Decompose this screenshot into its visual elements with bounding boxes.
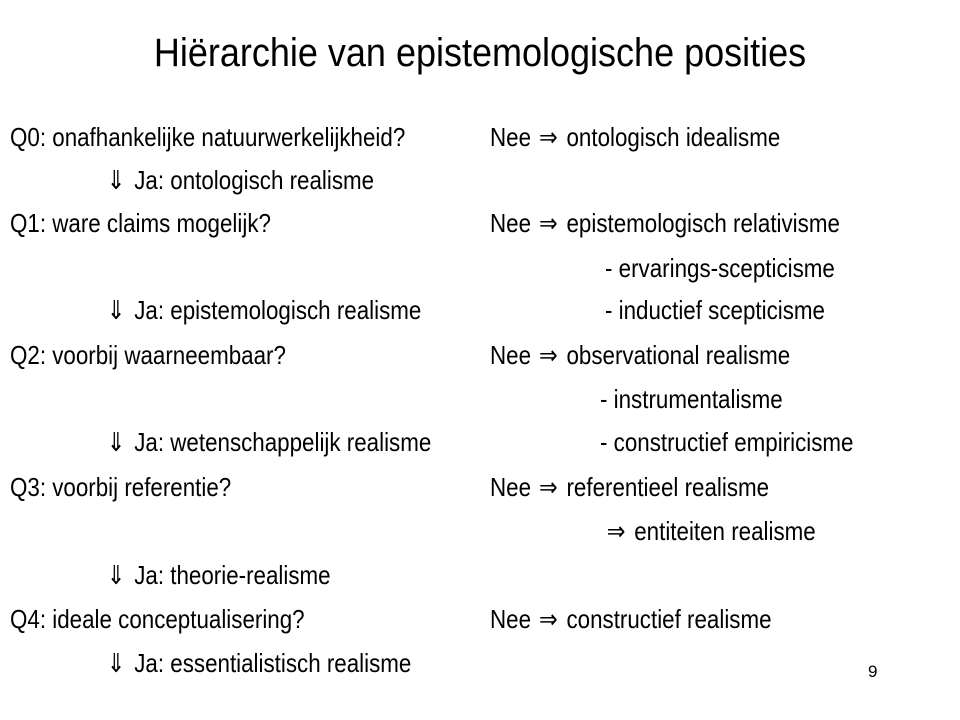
sub-q2-1: - instrumentalisme bbox=[600, 384, 783, 414]
implies-arrow-icon: ⇒ bbox=[539, 605, 558, 635]
question-q1: Q1: ware claims mogelijk? bbox=[10, 208, 271, 238]
ja-q2: ⇓ Ja: wetenschappelijk realisme bbox=[106, 427, 432, 458]
nee-q3: Nee ⇒ referentieel realisme bbox=[490, 472, 770, 503]
sub-q1-2: - inductief scepticisme bbox=[605, 295, 825, 325]
down-arrow-icon: ⇓ bbox=[106, 166, 126, 196]
down-arrow-icon: ⇓ bbox=[106, 561, 126, 591]
slide-title: Hiërarchie van epistemologische posities bbox=[153, 31, 807, 75]
implies-arrow-icon: ⇒ bbox=[606, 517, 626, 547]
sub-q3-1: ⇒ entiteiten realisme bbox=[606, 516, 816, 547]
down-arrow-icon: ⇓ bbox=[106, 296, 126, 326]
ja-q0: ⇓ Ja: ontologisch realisme bbox=[106, 165, 375, 196]
implies-arrow-icon: ⇒ bbox=[539, 473, 558, 503]
implies-arrow-icon: ⇒ bbox=[539, 123, 558, 153]
nee-q1: Nee ⇒ epistemologisch relativisme bbox=[490, 208, 840, 239]
down-arrow-icon: ⇓ bbox=[106, 428, 126, 458]
slide-number: 9 bbox=[868, 662, 878, 681]
implies-arrow-icon: ⇒ bbox=[539, 209, 558, 239]
ja-q1: ⇓ Ja: epistemologisch realisme bbox=[106, 295, 422, 326]
sub-q1-1: - ervarings-scepticisme bbox=[605, 253, 835, 283]
implies-arrow-icon: ⇒ bbox=[539, 341, 558, 371]
down-arrow-icon: ⇓ bbox=[106, 649, 126, 679]
ja-q3: ⇓ Ja: theorie-realisme bbox=[106, 560, 331, 591]
question-q0: Q0: onafhankelijke natuurwerkelijkheid? bbox=[10, 122, 406, 152]
question-q3: Q3: voorbij referentie? bbox=[10, 472, 232, 502]
sub-q2-2: - constructief empiricisme bbox=[600, 427, 854, 457]
question-q4: Q4: ideale conceptualisering? bbox=[10, 604, 305, 634]
nee-q2: Nee ⇒ observational realisme bbox=[490, 340, 791, 371]
ja-q4: ⇓ Ja: essentialistisch realisme bbox=[106, 648, 412, 679]
question-q2: Q2: voorbij waarneembaar? bbox=[10, 340, 286, 370]
nee-q4: Nee ⇒ constructief realisme bbox=[490, 604, 772, 635]
nee-q0: Nee ⇒ ontologisch idealisme bbox=[490, 122, 781, 153]
